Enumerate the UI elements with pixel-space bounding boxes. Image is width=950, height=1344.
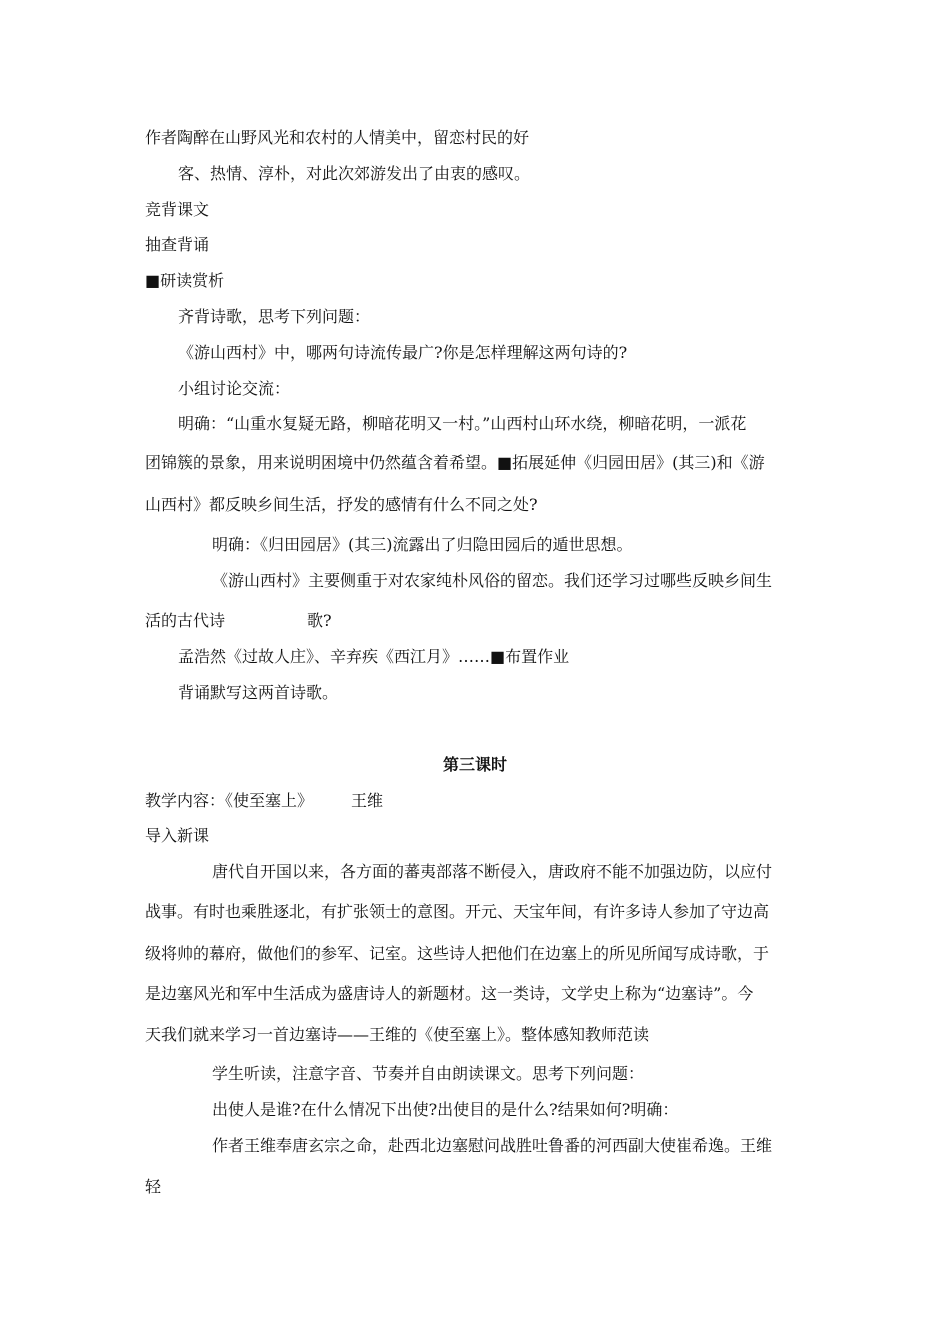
paragraph-line: 战事。有时也乘胜逐北，有扩张领士的意图。开元、天宝年间，有许多诗人参加了守边高 xyxy=(145,902,770,921)
paragraph-line: 轻 xyxy=(145,1177,162,1196)
intro-heading: 导入新课 xyxy=(145,826,210,845)
text-line: 竞背课文 xyxy=(145,200,210,219)
text-line: 背诵默写这两首诗歌。 xyxy=(178,683,339,702)
teaching-content-label: 教学内容：《使至塞上》 xyxy=(145,791,314,810)
teaching-content-line xyxy=(145,791,383,811)
text-line: 客、热情、淳朴，对此次郊游发出了由衷的感叹。 xyxy=(178,164,531,183)
text-line xyxy=(145,611,332,631)
text-line: 《游山西村》主要侧重于对农家纯朴风俗的留恋。我们还学习过哪些反映乡间生 xyxy=(212,571,773,590)
text-line: 明确：《归田园居》(其三)流露出了归隐田园后的遁世思想。 xyxy=(212,535,633,554)
paragraph-line: 级将帅的幕府，做他们的参军、记室。这些诗人把他们在边塞上的所见所闻写成诗歌，于 xyxy=(145,944,770,963)
text-line: 抽查背诵 xyxy=(145,235,210,254)
text-line: 团锦簇的景象，用来说明困境中仍然蕴含着希望。■拓展延伸《归园田居》(其三)和《游 xyxy=(145,453,765,472)
paragraph-line: 作者王维奉唐玄宗之命，赴西北边塞慰问战胜吐鲁番的河西副大使崔希逸。王维 xyxy=(212,1136,773,1155)
text-line: 孟浩然《过故人庄》、辛弃疾《西江月》……■布置作业 xyxy=(178,647,570,666)
teaching-content-author: 王维 xyxy=(351,791,384,810)
paragraph-line: 是边塞风光和军中生活成为盛唐诗人的新题材。这一类诗，文学史上称为“边塞诗”。今 xyxy=(145,984,754,1003)
paragraph-line: 学生听读，注意字音、节奏并自由朗读课文。思考下列问题： xyxy=(212,1064,645,1083)
text-line: 《游山西村》中，哪两句诗流传最广?你是怎样理解这两句诗的? xyxy=(178,343,628,362)
paragraph-line: 天我们就来学习一首边塞诗——王维的《使至塞上》。整体感知教师范读 xyxy=(145,1025,650,1044)
section-heading: ■研读赏析 xyxy=(145,271,225,290)
text-fragment: 活的古代诗 xyxy=(145,611,226,630)
text-line: 明确：“山重水复疑无路，柳暗花明又一村。”山西村山环水绕，柳暗花明，一派花 xyxy=(178,414,747,433)
lesson-title: 第三课时 xyxy=(442,755,507,774)
text-fragment: 歌? xyxy=(307,611,332,630)
text-line: 齐背诗歌，思考下列问题： xyxy=(178,307,371,326)
text-line: 山西村》都反映乡间生活，抒发的感情有什么不同之处? xyxy=(145,495,538,514)
paragraph-line: 出使人是谁?在什么情况下出使?出使目的是什么?结果如何?明确： xyxy=(212,1100,679,1119)
text-line: 作者陶醉在山野风光和农村的人情美中，留恋村民的好 xyxy=(145,128,530,147)
text-line: 小组讨论交流： xyxy=(178,379,291,398)
paragraph-line: 唐代自开国以来，各方面的蕃夷部落不断侵入，唐政府不能不加强边防，以应付 xyxy=(212,862,773,881)
